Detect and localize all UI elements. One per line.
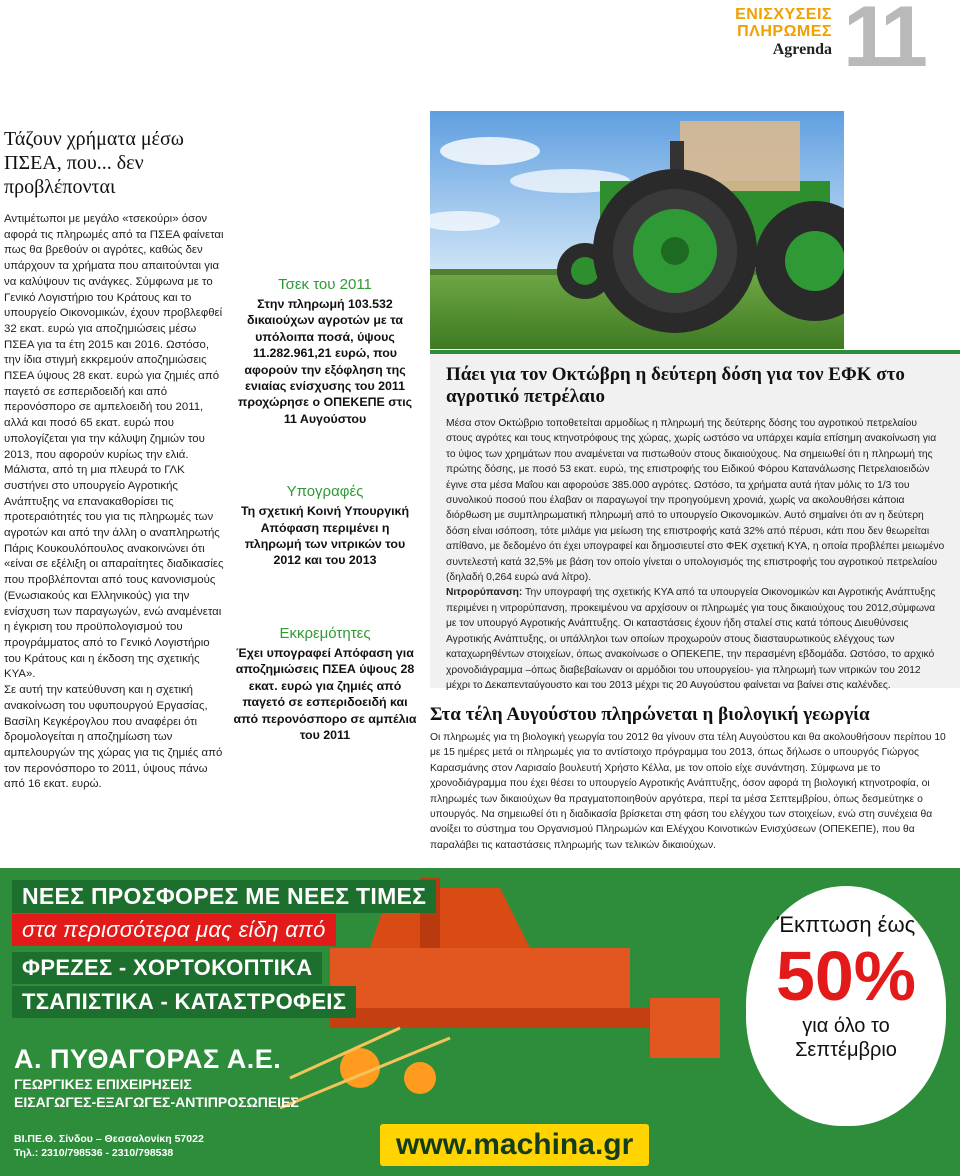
discount-value: 50% [775,937,917,1015]
ad-company-tagline: ΕΙΣΑΓΩΓΕΣ-ΕΞΑΓΩΓΕΣ-ΑΝΤΙΠΡΟΣΩΠΕΙΕΣ [14,1094,299,1110]
fuel-tax-article [430,350,960,691]
nitrates-paragraph: Την υπογραφή της σχετικής ΚΥΑ από τα υπουργεία Οικονομικών και Αγροτικής Ανάπτυξης περιμένει η νιτρορύπανση, προκειμένου να αρχίσουν οι πληρωμές για τους δικαιούχους του 2012,σύμφωνα με τον υπουργό Αγροτικής Ανάπτυξης. Οι καταστάσεις έχουν ήδη σταλεί στις κατά τόπους Διευθύνσεις Αγροτικής Ανάπτυξης, οι υπάλληλοι των οποίων προχωρούν στους διασταυρωτικούς ελέγχους των καταχωρηθέντων στοιχείων, όπως ανακοίνωσε ο ΟΠΕΚΕΠΕ, την περασμένη εβδομάδα. Ωστόσο, το αρχικό χρονοδιάγραμμα –όπως διαβεβαίωναν οι αρμόδιοι του υπουργείου- για πληρωμή των νιτρικών του 2012 μέχρι το Δεκαπενταύγουστο και του 2013 μέχρι τις 20 Αυγούστου φαίνεται να βαίνει στις καλένδες. [446,587,936,691]
fact-text: Στην πληρωμή 103.532 δικαιούχων αγροτών με τα υπόλοιπα ποσά, ύψους 11.282.961,21 ευρώ, που αφορούν την εξόφληση της ενιαίας ενίσχυσης του 2011 προχώρησε ο ΟΠΕΚΕΠΕ στις 11 Αυγούστου [237,297,413,426]
ad-contact [14,1132,204,1160]
fact-text: Έχει υπογραφεί Απόφαση για αποζημιώσεις ΠΣΕΑ ύψους 28 εκατ. ευρώ για ζημιές από παγετό σε εσπεριδοειδή και από περονόσπορο σε αμπέλια του 2011 [233,645,417,742]
organic-farming-article [430,704,958,853]
ad-company [14,1044,299,1111]
section-header [735,6,832,60]
left-paragraph: Αντιμέτωποι με μεγάλο «τσεκούρι» όσον αφορά τις πληρωμές από τα ΠΣΕΑ φαίνεται πως θα βρεθούν οι αγρότες, καθώς δεν υπάρχουν τα χρήματα που απαιτούνται για να καλύψουν τις ανάγκες. Σύμφωνα με το Γενικό Λογιστήριο του Κράτους και το υπουργείο Οικονομικών, έχουν προβλεφθεί 32 εκατ. ευρώ για αποζημιώσεις μέσω ΠΣΕΑ για τα έτη 2015 και 2016. Ωστόσο, την ίδια στιγμή εκκρεμούν αποζημιώσεις ΠΣΕΑ ύψους 28 εκατ. ευρώ για ζημιές από παγετό σε εσπεριδοειδή και από περονόσπορο σε αμπελοειδή του 2011, αλλά και ποσό 65 εκατ. ευρώ που υπολογίζεται για την κάλυψη ζημιών του 2013, που αφορούν κυρίως την ελιά. [4,213,224,461]
ad-company-tagline: ΓΕΩΡΓΙΚΕΣ ΕΠΙΧΕΙΡΗΣΕΙΣ [14,1076,192,1092]
left-article-title: Τάζουν χρήματα μέσω ΠΣΕΑ, που... δεν προβλέπονται [4,128,184,198]
fuel-tax-body [446,416,946,693]
tractor-illustration [430,111,844,349]
ad-phone: Τηλ.: 2310/798536 - 2310/798538 [14,1147,174,1159]
fuel-tax-paragraph: Μέσα στον Οκτώβριο τοποθετείται αρμοδίως η πληρωμή της δεύτερης δόσης του αγροτικού πετρελαίου στους αγρότες και τους κτηνοτρόφους της χώρας, χωρίς ωστόσο να υπάρχει καμία επίσημη ανακοίνωση για το ύψος των χρημάτων που αναμένεται να πιστωθούν στους δικαιούχους. Να σημειωθεί ότι η πληρωμή της πρώτης δόσης, με ποσό 53 εκατ. ευρώ, της επιστροφής του Ειδικού Φόρου Κατανάλωσης Πετρελαιοειδών έγινε στα μέσα Μαΐου και αφορούσε 385.000 αγρότες. Ωστόσο, τα χρήματα αυτά ήταν μόλις το 1/3 του συνολικού ποσού που έλαβαν οι παραγωγοί την προηγούμενη χρονιά, χωρίς να ακολουθήσει κάποια διόρθωση με συμπληρωματική πληρωμή από το υπουργείο Οικονομικών. Αυτό σημαίνει ότι αν η δεύτερη δόση είναι ισόποση, τότε μιλάμε για μείωση της επιστροφής κατά 32% από πέρυσι, κάτι που δεν θεωρείται απίθανο, με δεδομένο ότι έχει υπογραφεί και δημοσιευτεί στο ΦΕΚ σχετική ΚΥΑ, η οποία προβλέπει μειωμένο συντελεστή κατά 32,5% με βάση τον οποίο γίνεται ο υπολογισμός της επιστροφής του αγροτικού πετρελαίου (δηλαδή 0,264 ευρώ ανά λίτρο). [446,418,945,584]
ad-company-name: Α. ΠΥΘΑΓΟΡΑΣ Α.Ε. [14,1044,282,1074]
left-article-body [4,212,226,793]
discount-period: Σεπτέμβριο [795,1039,897,1061]
left-paragraph: Μάλιστα, από τη μια πλευρά το ΓΛΚ συστήνει στο υπουργείο Αγροτικής Ανάπτυξης να επανακαθορίσει τις προτεραιότητές του για τις πληρωμές των αγροτών και από την άλλη ο αναπληρωτής Πάρις Κουκουλόπουλος ανακοινώνει ότι «είναι σε εξέλιξη οι απαραίτητες διαδικασίες που προβλέπονται από τους κανονισμούς (Ενωσιακούς και Ελληνικούς) για την ενίσχυση των παραγωγών, ενώ αναμένεται η έγκριση του προϋπολογισμού του προγράμματος από το Γενικό Λογιστήριο του Κράτους και η έκδοση της σχετικής ΚΥΑ». [4,464,224,681]
sidebar-facts [232,276,418,799]
discount-badge [746,886,946,1126]
fact-block [232,625,418,743]
tractor-photo [430,111,844,349]
discount-label: Έκπτωση έως [776,912,916,937]
fuel-tax-title: Πάει για τον Οκτώβρη η δεύτερη δόση για τον ΕΦΚ στο αγροτικό πετρέλαιο [446,364,905,407]
section-label-1: ΕΝΙΣΧΥΣΕΙΣ [735,6,832,23]
fact-text: Τη σχετική Κοινή Υπουργική Απόφαση περιμένει η πληρωμή των νιτρικών του 2012 και του 2013 [240,504,410,568]
organic-farming-title: Στα τέλη Αυγούστου πληρώνεται η βιολογική γεωργία [430,704,870,725]
ad-address: ΒΙ.ΠΕ.Θ. Σίνδου – Θεσσαλονίκη 57022 [14,1133,204,1145]
ad-product-line: ΤΣΑΠΙΣΤΙΚΑ - ΚΑΤΑΣΤΡΟΦΕΙΣ [12,986,356,1018]
fact-block [232,276,418,427]
left-paragraph: Σε αυτή την κατεύθυνση και η σχετική ανακοίνωση του υφυπουργού Εργασίας, Βασίλη Κεγκέρογλου που αναφέρει ότι δρομολογείται η αποζημίωση των αμπελουργών της χώρας για τις ζημιές από τον περονόσπορο το 2011, ύψους πάνω από 16 εκατ. ευρώ. [4,684,223,791]
ad-subheadline: στα περισσότερα μας είδη από [12,914,336,946]
fact-block [232,483,418,569]
organic-farming-body: Οι πληρωμές για τη βιολογική γεωργία του 2012 θα γίνουν στα τέλη Αυγούστου και θα ακολουθήσουν περίπου 10 με 15 ημέρες μετά οι πληρωμές για το αντίστοιχο πρόγραμμα του 2013, όπως δήλωσε ο υπουργός Γιώργος Καρασμάνης στον Λαρισαίο βουλευτή Χρήστο Κέλλα, με τον οποίο είχε συνάντηση. Σύμφωνα με το χρονοδιάγραμμα που έχει θέσει το υπουργείο Αγροτικής Ανάπτυξης, όσον αφορά τη βιολογική κτηνοτροφία, οι πληρωμές των δικαιούχων θα πραγματοποιηθούν αργότερα, περί τα μέσα Σεπτεμβρίου, όπως δεσμεύτηκε ο υπουργός. Να σημειωθεί ότι η διαδικασία βρίσκεται στη φάση του ελέγχου των στοιχείων, ενώ στη συνέχεια θα ανοίξει το σύστημα του Οργανισμού Πληρωμών και Ελέγχου Κοινοτικών Ενισχύσεων (ΟΠΕΚΕΠΕ), που θα παραλάβει τις καταστάσεις πληρωμής των τελικών δικαιούχων. [430,732,946,851]
fact-heading: Τσεκ του 2011 [278,276,372,293]
page-number: 11 [843,0,922,85]
ad-product-line: ΦΡΕΖΕΣ - ΧΟΡΤΟΚΟΠΤΙΚΑ [12,952,322,984]
ad-website-link[interactable]: www.machina.gr [380,1124,649,1166]
fact-heading: Εκκρεμότητες [279,624,371,642]
discount-period: για όλο το [802,1015,890,1037]
nitrates-lead: Νιτρορύπανση: [446,587,523,599]
section-label-2: ΠΛΗΡΩΜΕΣ [737,23,832,40]
advertisement [0,868,960,1176]
ad-headline: ΝΕΕΣ ΠΡΟΣΦΟΡΕΣ ΜΕ ΝΕΕΣ ΤΙΜΕΣ [12,880,436,913]
brand-name: Agrenda [772,41,832,58]
fact-heading: Υπογραφές [286,483,364,501]
